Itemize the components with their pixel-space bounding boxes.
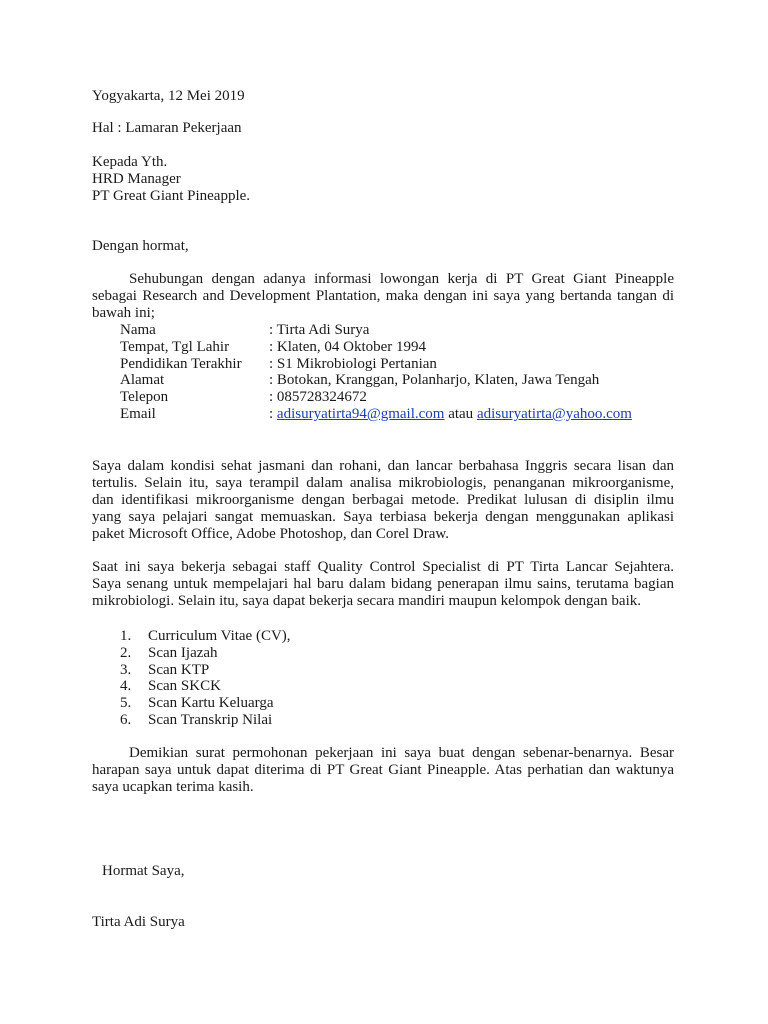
identity-value: : Tirta Adi Surya xyxy=(269,322,370,338)
paragraph-line: mikrobiologi. Selain itu, saya dapat bekerja secara mandiri maupun kelompok dengan baik. xyxy=(92,593,642,609)
employment-paragraph xyxy=(92,559,674,610)
signature-name: Tirta Adi Surya xyxy=(92,914,185,930)
intro-paragraph xyxy=(92,271,674,322)
identity-label: Pendidikan Terakhir xyxy=(120,355,242,372)
paragraph-line: yang saya pelajari sangat memuaskan. Saya terbiasa bekerja dengan menggunakan aplikasi xyxy=(92,509,674,525)
identity-value: : Botokan, Kranggan, Polanharjo, Klaten, Jawa Tengah xyxy=(269,372,600,389)
email-link-gmail[interactable]: adisuryatirta94@gmail.com xyxy=(276,405,445,422)
email-separator: atau xyxy=(444,405,477,422)
list-item xyxy=(120,695,291,712)
recipient-block xyxy=(92,154,674,205)
place-date: Yogyakarta, 12 Mei 2019 xyxy=(92,88,245,104)
paragraph-line: harapan saya untuk dapat diterima di PT Great Giant Pineapple. Atas perhatian dan waktunya xyxy=(92,762,674,778)
paragraph-line: dan identifikasi mikroorganisme dengan berbagai metode. Predikat lulusan di disiplin ilmu xyxy=(92,492,674,508)
paragraph-line: Saat ini saya bekerja sebagai staff Quality Control Specialist di PT Tirta Lancar Sejahtera. xyxy=(92,559,674,575)
recipient-line: Kepada Yth. xyxy=(92,154,168,170)
list-number: 2. xyxy=(120,644,132,661)
skills-paragraph xyxy=(92,458,674,543)
identity-value: : 085728324672 xyxy=(269,389,367,406)
identity-label: Nama xyxy=(120,322,156,338)
identity-row xyxy=(120,389,632,406)
paragraph-line: tertulis. Selain itu, saya terampil dalam analisa mikrobiologis, penanganan mikroorganisme, xyxy=(92,475,674,491)
identity-label: Email xyxy=(120,405,156,422)
identity-table xyxy=(120,322,632,423)
identity-row xyxy=(120,339,632,356)
identity-label: Tempat, Tgl Lahir xyxy=(120,338,230,355)
identity-row xyxy=(120,322,632,339)
list-number: 5. xyxy=(120,695,132,712)
list-text: Scan Kartu Keluarga xyxy=(148,695,274,712)
identity-row xyxy=(120,356,632,373)
email-link-yahoo[interactable]: adisuryatirta@yahoo.com xyxy=(476,405,632,422)
recipient-line: HRD Manager xyxy=(92,171,181,187)
list-text: Scan SKCK xyxy=(148,678,221,695)
list-text: Scan Ijazah xyxy=(148,644,218,661)
attachment-list xyxy=(120,628,291,729)
list-text: Curriculum Vitae (CV), xyxy=(148,628,291,644)
list-item xyxy=(120,712,291,729)
identity-label: Telepon xyxy=(120,389,169,406)
identity-value: : S1 Mikrobiologi Pertanian xyxy=(269,355,437,372)
list-text: Scan Transkrip Nilai xyxy=(148,711,273,728)
paragraph-line: paket Microsoft Office, Adobe Photoshop, dan Corel Draw. xyxy=(92,526,450,542)
list-item xyxy=(120,678,291,695)
identity-row-email xyxy=(120,406,632,423)
paragraph-line: Saya senang untuk mempelajari hal baru dalam bidang penerapan ilmu sains, terutama bagian xyxy=(92,576,674,592)
list-number: 4. xyxy=(120,678,132,695)
list-number: 3. xyxy=(120,661,132,678)
closing-paragraph xyxy=(92,745,674,796)
subject-line: Hal : Lamaran Pekerjaan xyxy=(92,120,242,136)
email-prefix: : xyxy=(269,405,277,422)
identity-row xyxy=(120,372,632,389)
greeting: Dengan hormat, xyxy=(92,238,189,254)
sign-off: Hormat Saya, xyxy=(102,863,185,879)
identity-value: : Klaten, 04 Oktober 1994 xyxy=(269,338,427,355)
list-item xyxy=(120,662,291,679)
list-number: 6. xyxy=(120,711,132,728)
paragraph-line: sebagai Research and Development Plantation, maka dengan ini saya yang bertanda tangan di xyxy=(92,288,674,304)
list-text: Scan KTP xyxy=(148,661,210,678)
list-number: 1. xyxy=(120,628,132,644)
paragraph-line: Demikian surat permohonan pekerjaan ini saya buat dengan sebenar-benarnya. Besar xyxy=(129,745,674,761)
paragraph-line: bawah ini; xyxy=(92,305,155,321)
paragraph-line: Saya dalam kondisi sehat jasmani dan rohani, dan lancar berbahasa Inggris secara lisan dan xyxy=(92,458,674,474)
list-item xyxy=(120,645,291,662)
identity-label: Alamat xyxy=(120,372,165,389)
paragraph-line: saya ucapkan terima kasih. xyxy=(92,779,254,795)
paragraph-line: Sehubungan dengan adanya informasi lowongan kerja di PT Great Giant Pineapple xyxy=(129,271,674,287)
recipient-line: PT Great Giant Pineapple. xyxy=(92,188,251,204)
list-item xyxy=(120,628,291,645)
